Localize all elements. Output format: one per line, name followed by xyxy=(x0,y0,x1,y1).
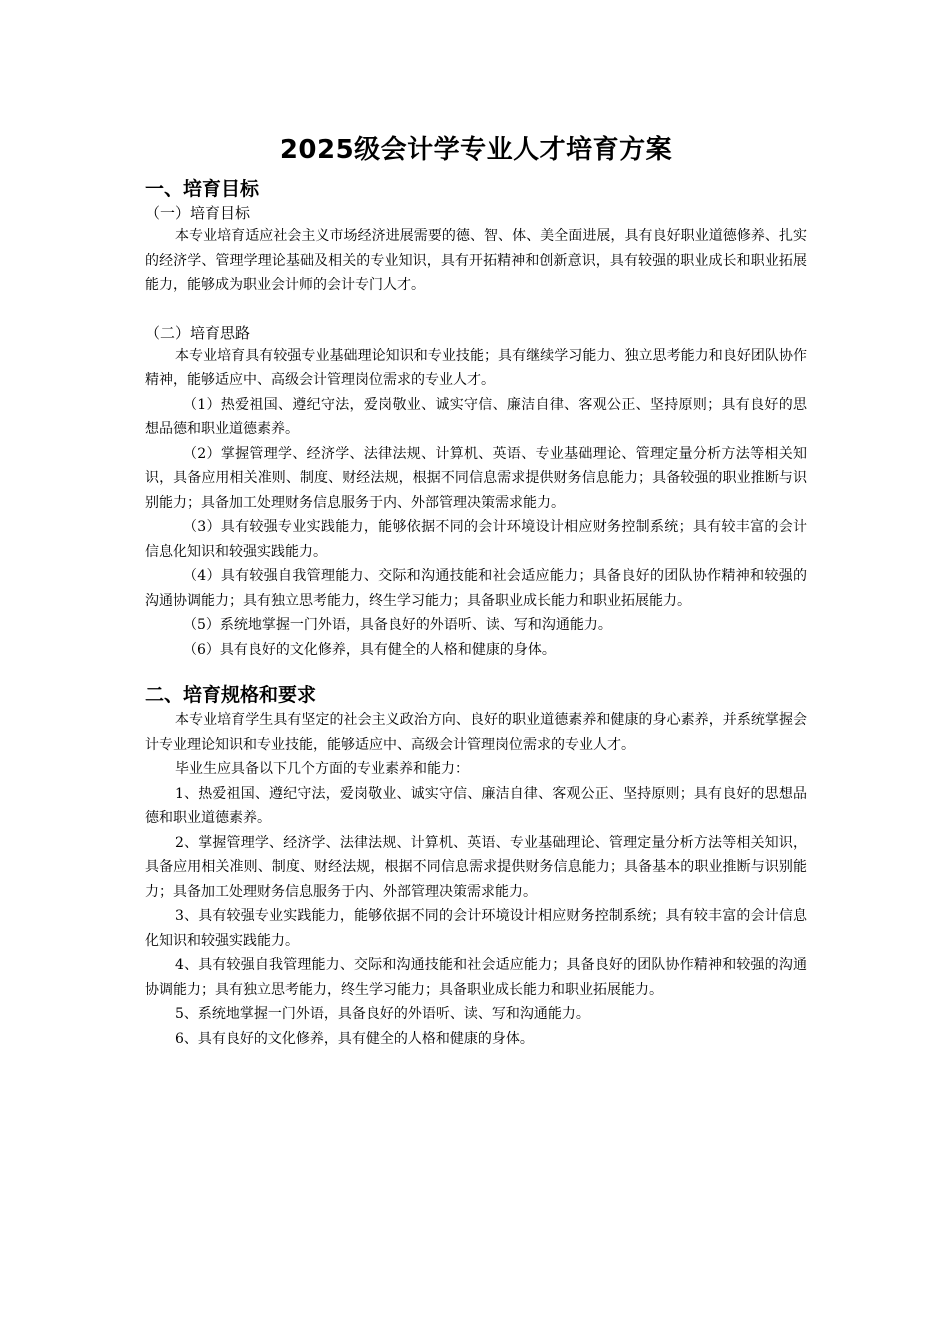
spacer xyxy=(145,662,807,682)
spacer xyxy=(145,298,807,322)
approach-paragraph: 本专业培育具有较强专业基础理论知识和专业技能；具有继续学习能力、独立思考能力和良好团队协作精神，能够适应中、高级会计管理岗位需求的专业人才。 xyxy=(145,347,807,388)
approach-item: （1）热爱祖国、遵纪守法，爱岗敬业、诚实守信、廉洁自律、客观公正、坚持原则；具有良好的思想品德和职业道德素养。 xyxy=(145,396,807,437)
section-heading-goals: 一、培育目标 xyxy=(145,178,260,200)
requirements-paragraph: 本专业培育学生具有坚定的社会主义政治方向、良好的职业道德素养和健康的身心素养，并系统掌握会计专业理论知识和专业技能，能够适应中、高级会计管理岗位需求的专业人才。 xyxy=(145,712,807,753)
approach-item: （2）掌握管理学、经济学、法律法规、计算机、英语、专业基础理论、管理定量分析方法等相关知识，具备应用相关准则、制度、财经法规，根据不同信息需求提供财务信息能力；具备较强的职业推断与识别能力；具备加工处理财务信息服务于内、外部管理决策需求能力。 xyxy=(145,445,807,511)
document-title: 2025级会计学专业人才培育方案 xyxy=(279,135,673,165)
requirements-item: 6、具有良好的文化修养，具有健全的人格和健康的身体。 xyxy=(175,1030,534,1047)
approach-item: （4）具有较强自我管理能力、交际和沟通技能和社会适应能力；具备良好的团队协作精神和较强的沟通协调能力；具有独立思考能力，终生学习能力；具备职业成长能力和职业拓展能力。 xyxy=(145,568,807,609)
requirements-item: 3、具有较强专业实践能力，能够依据不同的会计环境设计相应财务控制系统；具有较丰富的会计信息化知识和较强实践能力。 xyxy=(145,908,807,949)
requirements-item: 5、系统地掌握一门外语，具备良好的外语听、读、写和沟通能力。 xyxy=(175,1006,590,1022)
approach-item: （3）具有较强专业实践能力，能够依据不同的会计环境设计相应财务控制系统；具有较丰富的会计信息化知识和较强实践能力。 xyxy=(145,519,807,560)
requirements-item: 2、掌握管理学、经济学、法律法规、计算机、英语、专业基础理论、管理定量分析方法等相关知识，具备应用相关准则、制度、财经法规，根据不同信息需求提供财务信息能力；具备基本的职业推断与识别能力；具备加工处理财务信息服务于内、外部管理决策需求能力。 xyxy=(145,834,807,900)
subsection-heading-goals: （一）培育目标 xyxy=(145,204,251,222)
subsection-heading-approach: （二）培育思路 xyxy=(145,323,251,342)
section-heading-requirements: 二、培育规格和要求 xyxy=(145,684,317,706)
approach-item: （5）系统地掌握一门外语，具备良好的外语听、读、写和沟通能力。 xyxy=(183,617,612,633)
requirements-intro: 毕业生应具备以下几个方面的专业素养和能力： xyxy=(175,761,469,777)
requirements-item: 1、热爱祖国、遵纪守法，爱岗敬业、诚实守信、廉洁自律、客观公正、坚持原则；具有良好的思想品德和职业道德素养。 xyxy=(145,785,807,826)
requirements-item: 4、具有较强自我管理能力、交际和沟通技能和社会适应能力；具备良好的团队协作精神和较强的沟通协调能力；具有独立思考能力，终生学习能力；具备职业成长能力和职业拓展能力。 xyxy=(145,957,807,998)
goals-paragraph: 本专业培育适应社会主义市场经济进展需要的德、智、体、美全面进展，具有良好职业道德修养、扎实的经济学、管理学理论基础及相关的专业知识，具有开拓精神和创新意识，具有较强的职业成长和职业拓展能力，能够成为职业会计师的会计专门人才。 xyxy=(145,228,807,293)
document-body xyxy=(145,132,807,1051)
approach-item: （6）具有良好的文化修养，具有健全的人格和健康的身体。 xyxy=(183,641,556,658)
